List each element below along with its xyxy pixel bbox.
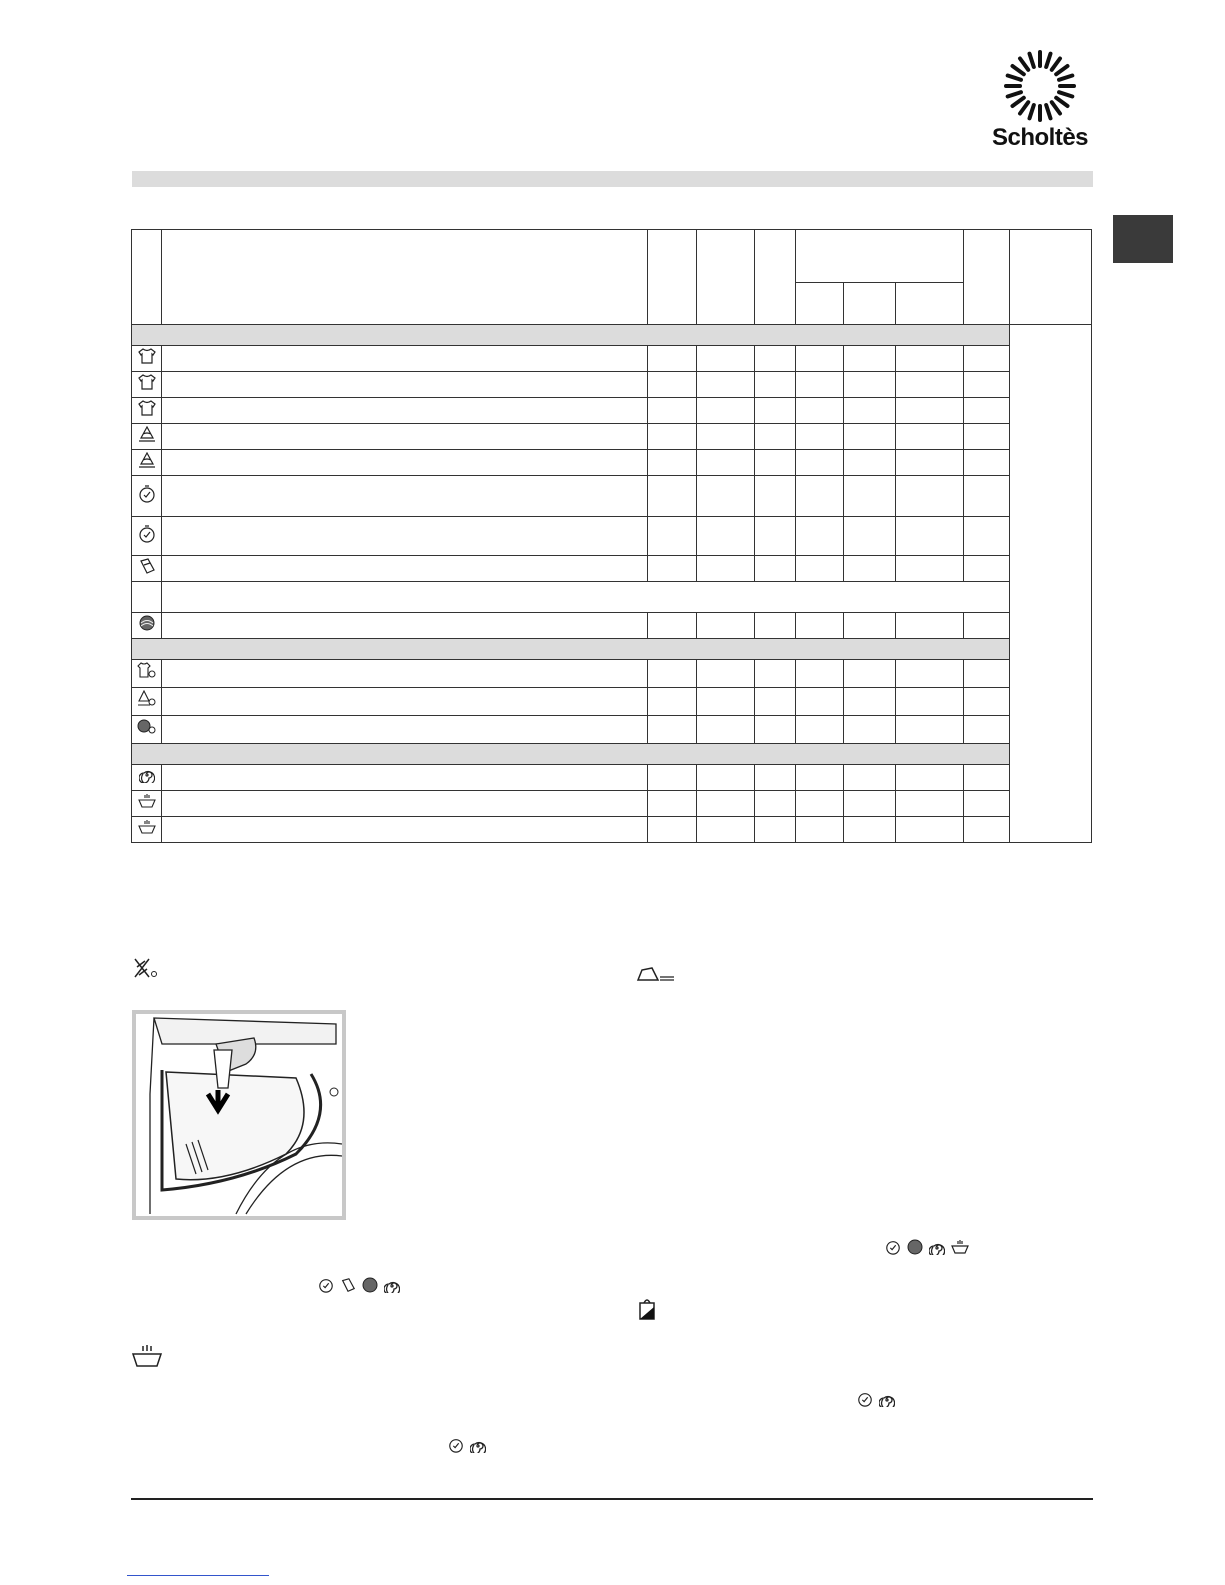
extra-rinse-icon (131, 1344, 163, 1368)
table-row (132, 476, 1092, 517)
compatible-programmes-left (318, 1277, 400, 1293)
cotton-icon (138, 400, 156, 416)
spin-icon (929, 1239, 945, 1255)
table-row (132, 450, 1092, 476)
section-row (132, 325, 1092, 346)
rinse-icon (138, 819, 156, 835)
table-row (132, 517, 1092, 556)
table-row (132, 660, 1092, 688)
compatible-programmes-iron (885, 1239, 969, 1255)
sun-icon (990, 48, 1090, 123)
spin-icon (384, 1277, 400, 1293)
synthetic-eco-icon (137, 690, 157, 708)
delicate-icon (138, 558, 156, 574)
table-row (132, 765, 1092, 791)
half-load-option (637, 1297, 657, 1326)
section-row (132, 639, 1092, 660)
compatible-programmes-rinse (448, 1437, 486, 1453)
detergent-drawer-image (136, 1014, 342, 1216)
footer-link-underline[interactable] (127, 1575, 269, 1576)
spin-icon (879, 1391, 895, 1407)
half-load-icon (637, 1297, 657, 1321)
table-row (132, 716, 1092, 744)
table-row (132, 346, 1092, 372)
spin-icon (470, 1437, 486, 1453)
table-row (132, 688, 1092, 716)
timer-icon (138, 525, 156, 543)
cotton-eco-icon (137, 662, 157, 680)
wool-icon (139, 615, 155, 631)
header-bar (132, 171, 1093, 187)
extra-rinse-option (131, 1344, 163, 1373)
timer-icon (138, 485, 156, 503)
brand-name: Scholtès (991, 124, 1089, 151)
rinse-icon (138, 793, 156, 809)
table-row (132, 424, 1092, 450)
wool-icon (362, 1277, 378, 1293)
timer-icon (857, 1391, 873, 1407)
synthetic-icon (138, 452, 156, 468)
section-row (132, 744, 1092, 765)
scholtes-logo (990, 48, 1090, 158)
stain-removal-icon (131, 957, 159, 981)
easy-iron-option (636, 964, 676, 989)
synthetic-icon (138, 426, 156, 442)
table-row (132, 613, 1092, 639)
stain-removal-option (131, 957, 159, 986)
delicate-icon (340, 1277, 356, 1293)
cotton-icon (138, 374, 156, 390)
dispenser-illustration (132, 1010, 346, 1220)
table-row (132, 817, 1092, 843)
footer-rule (131, 1498, 1093, 1500)
cotton-icon (138, 348, 156, 364)
rinse-icon (951, 1239, 969, 1255)
wool-icon (907, 1239, 923, 1255)
timer-icon (885, 1239, 901, 1255)
table-row (132, 372, 1092, 398)
timer-icon (448, 1437, 464, 1453)
table-row (132, 791, 1092, 817)
spin-icon (139, 767, 155, 783)
table-row-span (132, 582, 1092, 613)
programme-table (131, 229, 1091, 860)
table-row (132, 398, 1092, 424)
language-tab (1113, 215, 1173, 263)
compatible-programmes-half-load (857, 1391, 895, 1407)
timer-icon (318, 1277, 334, 1293)
wool-eco-icon (137, 718, 157, 736)
table-header-row (132, 230, 1092, 283)
easy-iron-icon (636, 964, 676, 984)
table-row (132, 556, 1092, 582)
